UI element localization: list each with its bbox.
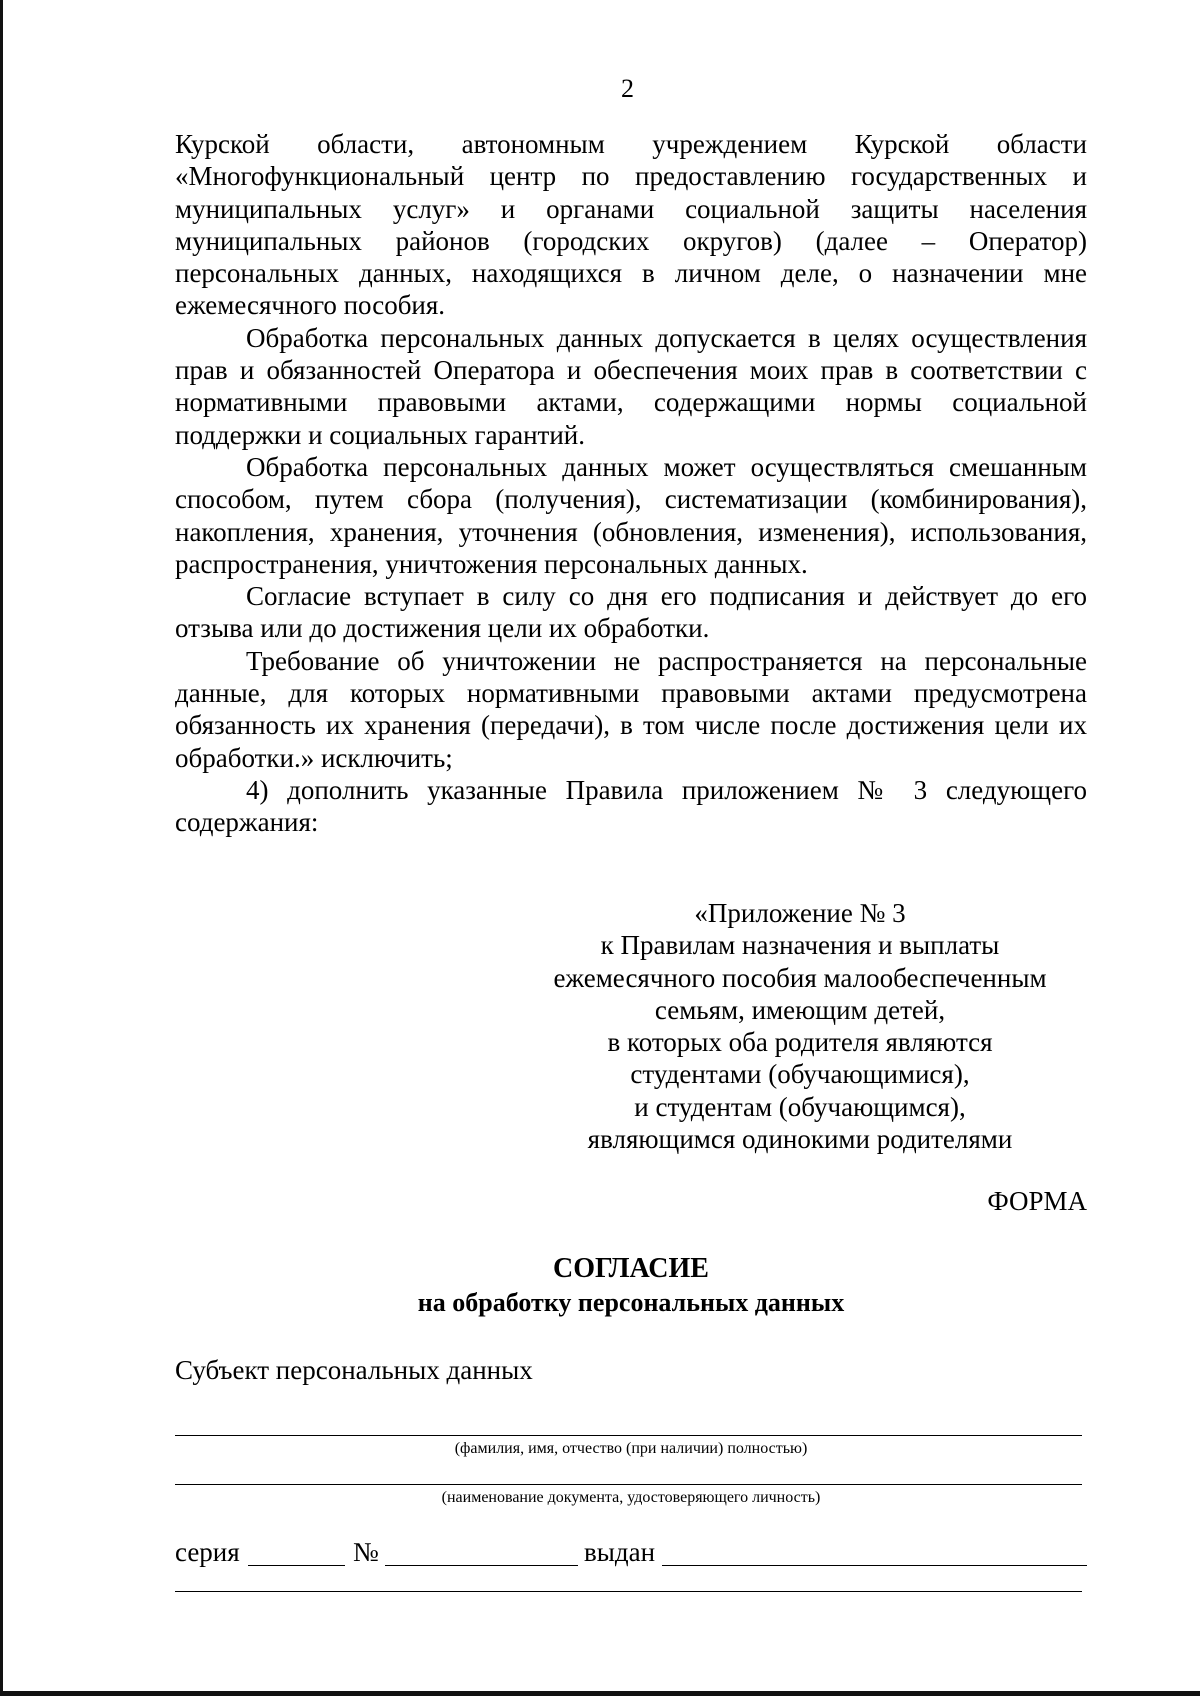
consent-subtitle: на обработку персональных данных	[417, 1288, 845, 1317]
series-label: серия	[175, 1537, 240, 1567]
full-name-field-line[interactable]	[175, 1435, 1082, 1436]
appendix-line: к Правилам назначения и выплаты	[600, 930, 1000, 961]
issued-by-field-line[interactable]	[662, 1565, 1087, 1566]
page-number: 2	[621, 74, 634, 103]
appendix-line: семьям, имеющим детей,	[654, 994, 946, 1025]
appendix-header	[540, 897, 1060, 1155]
full-name-caption: (фамилия, имя, отчество (при наличии) полностью)	[454, 1440, 808, 1457]
scan-edge-left	[0, 0, 3, 1696]
identity-document-caption: (наименование документа, удостоверяющего личность)	[441, 1489, 821, 1506]
appendix-line: студентами (обучающимися),	[630, 1059, 970, 1090]
series-field-line[interactable]	[248, 1565, 345, 1566]
appendix-line: «Приложение № 3	[694, 898, 906, 928]
body-text	[175, 128, 1087, 839]
issued-label: выдан	[584, 1537, 656, 1567]
form-label: ФОРМА	[987, 1186, 1087, 1216]
appendix-line: ежемесячного пособия малообеспеченным	[553, 962, 1047, 993]
paragraph-amendment-item-4: 4) дополнить указанные Правила приложением № 3 следующего содержания:	[175, 774, 1087, 838]
paragraph-continuation: Курской области, автономным учреждением Курской области «Многофункциональный центр по предоставлению государственных и муниципальных услуг» и органами социальной защиты населения муниципальных районов (городских округов) (далее – Оператор) персональных данных, находящихся в личном деле, о назначении мне ежемесячного пособия.	[175, 129, 1087, 321]
paragraph-consent-validity: Согласие вступает в силу со дня его подписания и действует до его отзыва или до достижения цели их обработки.	[175, 581, 1087, 644]
issued-by-continuation-line[interactable]	[175, 1591, 1082, 1592]
number-field-line[interactable]	[385, 1565, 578, 1566]
paragraph-destruction-requirement: Требование об уничтожении не распространяется на персональные данные, для которых нормативными правовыми актами предусмотрена обязанность их хранения (передачи), в том числе после достижения цели их обработки.» исключить;	[175, 645, 1087, 773]
number-label: №	[353, 1537, 379, 1567]
appendix-line: в которых оба родителя являются	[607, 1027, 993, 1058]
paragraph-processing-purpose: Обработка персональных данных допускается в целях осуществления прав и обязанностей Оператора и обеспечения моих прав в соответствии с нормативными правовыми актами, содержащими нормы социальной поддержки и социальных гарантий.	[175, 322, 1087, 450]
appendix-line: и студентам (обучающимся),	[634, 1091, 966, 1122]
appendix-line: являющимся одинокими родителями	[587, 1124, 1013, 1155]
paragraph-processing-methods: Обработка персональных данных может осуществляться смешанным способом, путем сбора (получения), систематизации (комбинирования), накопления, хранения, уточнения (обновления, изменения), использования, распространения, уничтожения персональных данных.	[175, 451, 1087, 579]
subject-label: Субъект персональных данных	[175, 1355, 533, 1385]
identity-document-field-line[interactable]	[175, 1484, 1082, 1485]
consent-title: СОГЛАСИЕ	[553, 1253, 709, 1284]
scan-edge-bottom	[0, 1691, 1200, 1696]
